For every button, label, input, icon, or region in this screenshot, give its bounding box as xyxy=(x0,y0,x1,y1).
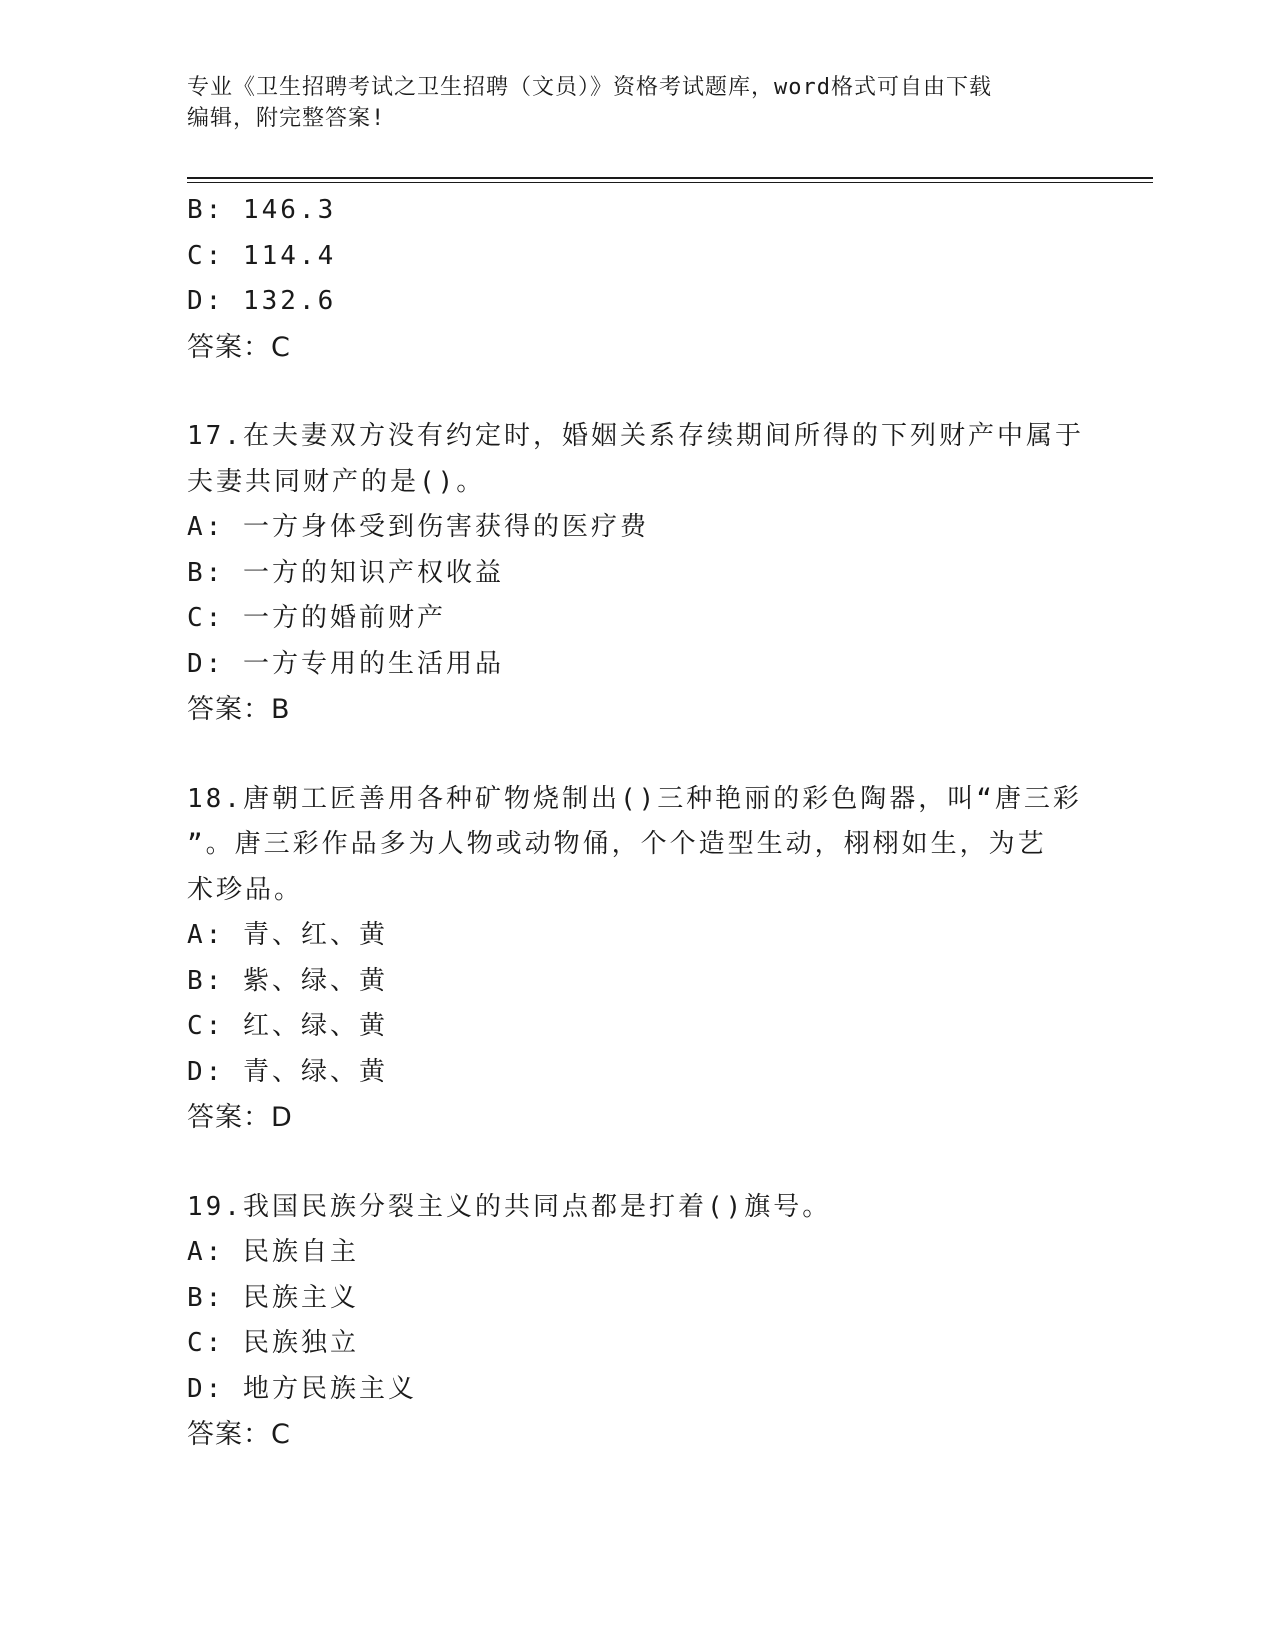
option-c: C: 114.4 xyxy=(187,240,337,271)
answer-line: 答案：C xyxy=(187,331,291,363)
answer-line: 答案：C xyxy=(187,1419,291,1450)
question-list xyxy=(187,188,1087,1458)
option-d: D: 132.6 xyxy=(187,286,337,316)
question-stem-line: 夫妻共同财产的是()。 xyxy=(187,466,486,497)
option-a: A: 青、红、黄 xyxy=(187,920,388,950)
option-c: C: 一方的婚前财产 xyxy=(187,603,446,633)
option-a: A: 一方身体受到伤害获得的医疗费 xyxy=(187,512,649,542)
question-18 xyxy=(187,777,1087,1141)
question-19 xyxy=(187,1185,1087,1458)
option-d: D: 青、绿、黄 xyxy=(187,1056,388,1087)
option-b: B: 一方的知识产权收益 xyxy=(187,557,504,588)
header-divider-thin xyxy=(187,182,1153,183)
question-stem-line: 18.唐朝工匠善用各种矿物烧制出()三种艳丽的彩色陶器，叫“唐三彩 xyxy=(187,783,1082,814)
option-b: B: 民族主义 xyxy=(187,1282,359,1313)
header-line-2: 编辑，附完整答案! xyxy=(187,106,386,131)
header-divider-thick xyxy=(187,177,1153,179)
option-b: B: 146.3 xyxy=(187,195,337,225)
page-header xyxy=(187,72,1067,134)
question-stem-line: ”。唐三彩作品多为人物或动物俑，个个造型生动，栩栩如生，为艺 xyxy=(187,829,1047,859)
option-b: B: 紫、绿、黄 xyxy=(187,965,388,996)
answer-line: 答案：B xyxy=(187,694,291,725)
question-17 xyxy=(187,414,1087,733)
answer-line: 答案：D xyxy=(187,1102,293,1133)
question-16-continued xyxy=(187,188,1087,370)
option-d: D: 地方民族主义 xyxy=(187,1373,417,1404)
question-stem-line: 19.我国民族分裂主义的共同点都是打着()旗号。 xyxy=(187,1191,832,1222)
option-c: C: 红、绿、黄 xyxy=(187,1011,388,1041)
question-stem-line: 术珍品。 xyxy=(187,874,304,905)
option-d: D: 一方专用的生活用品 xyxy=(187,648,504,679)
option-c: C: 民族独立 xyxy=(187,1328,359,1358)
header-line-1: 专业《卫生招聘考试之卫生招聘（文员）》资格考试题库，word格式可自由下载 xyxy=(187,75,992,100)
option-a: A: 民族自主 xyxy=(187,1237,359,1267)
question-stem-line: 17.在夫妻双方没有约定时，婚姻关系存续期间所得的下列财产中属于 xyxy=(187,421,1084,451)
